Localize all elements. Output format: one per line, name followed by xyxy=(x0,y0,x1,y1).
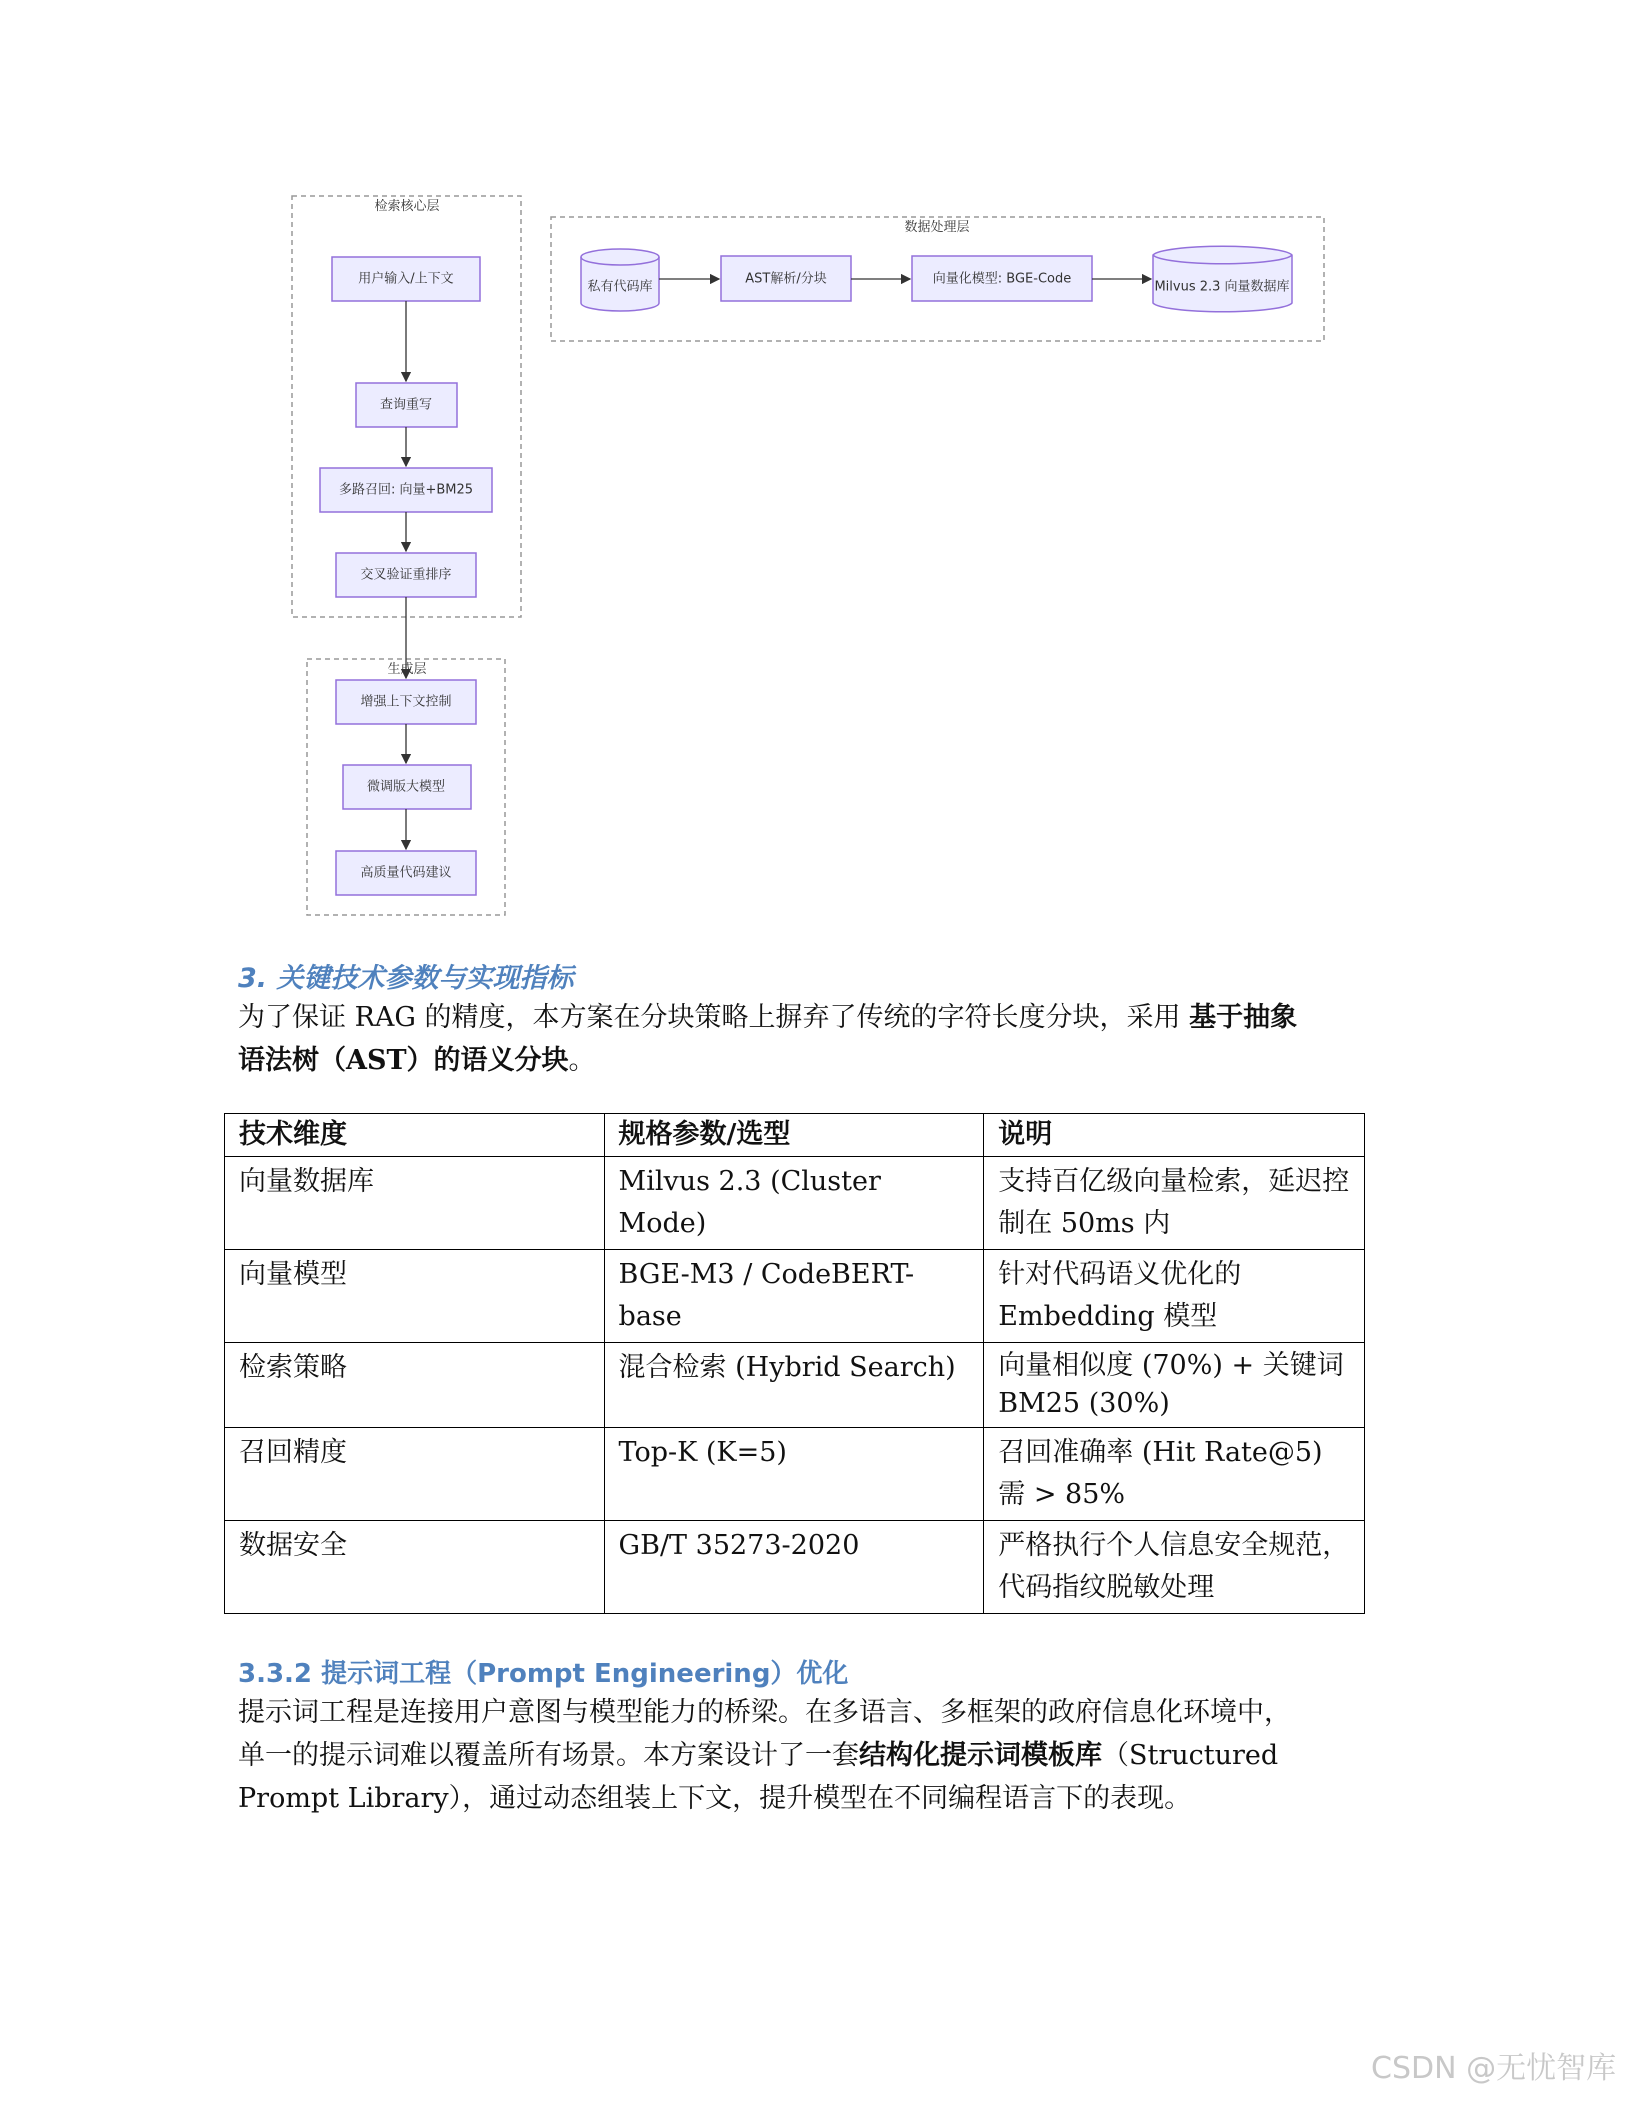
node-label: 向量化模型: BGE-Code xyxy=(932,271,1072,287)
table-header: 技术维度 xyxy=(225,1114,605,1157)
paragraph-text: Prompt Library），通过动态组装上下文，提升模型在不同编程语言下的表现。 xyxy=(238,1783,1192,1814)
subsection-heading: 3.3.2 提示词工程（Prompt Engineering）优化 xyxy=(238,1659,849,1689)
paragraph-bold: 语法树（AST）的语义分块 xyxy=(238,1045,569,1076)
node-label: 查询重写 xyxy=(379,397,433,413)
section-paragraph xyxy=(238,996,1297,1082)
node-label: 高质量代码建议 xyxy=(360,865,452,881)
table-header: 说明 xyxy=(984,1114,1365,1157)
node-milvus-db xyxy=(1153,246,1292,312)
data-processing-group xyxy=(551,217,1324,341)
table-cell: 数据安全 xyxy=(225,1521,605,1614)
paragraph-text: （Structured xyxy=(1102,1740,1279,1771)
table-row xyxy=(225,1428,1365,1521)
table-cell: BGE-M3 / CodeBERT-base xyxy=(604,1250,984,1343)
table-cell: 召回精度 xyxy=(225,1428,605,1521)
table-cell: Milvus 2.3 (Cluster Mode) xyxy=(604,1157,984,1250)
table-cell: 检索策略 xyxy=(225,1343,605,1428)
node-private-code-repo xyxy=(581,249,659,311)
paragraph-text: 。 xyxy=(568,1045,596,1076)
node-label: Milvus 2.3 向量数据库 xyxy=(1154,279,1290,295)
node-label: 增强上下文控制 xyxy=(360,694,452,710)
tech-params-table xyxy=(224,1113,1365,1614)
node-label: 私有代码库 xyxy=(587,279,653,295)
paragraph-bold: 基于抽象 xyxy=(1189,1002,1298,1033)
table-header-row xyxy=(225,1114,1365,1157)
table-cell: 向量模型 xyxy=(225,1250,605,1343)
section-heading: 3. 关键技术参数与实现指标 xyxy=(238,963,574,994)
table-cell: 严格执行个人信息安全规范，代码指纹脱敏处理 xyxy=(984,1521,1365,1614)
table-cell: GB/T 35273-2020 xyxy=(604,1521,984,1614)
table-cell: 混合检索 (Hybrid Search) xyxy=(604,1343,984,1428)
group-title: 生成层 xyxy=(387,662,427,677)
subsection-paragraph xyxy=(238,1691,1291,1820)
group-title: 检索核心层 xyxy=(374,199,440,214)
table-cell: 支持百亿级向量检索，延迟控制在 50ms 内 xyxy=(984,1157,1365,1250)
node-label: 交叉验证重排序 xyxy=(360,567,452,583)
table-row xyxy=(225,1521,1365,1614)
table-cell: Top-K (K=5) xyxy=(604,1428,984,1521)
node-label: 微调版大模型 xyxy=(366,779,446,795)
table-cell: 向量相似度 (70%) + 关键词 BM25 (30%) xyxy=(984,1343,1365,1428)
paragraph-text: 提示词工程是连接用户意图与模型能力的桥梁。在多语言、多框架的政府信息化环境中， xyxy=(238,1697,1291,1728)
retrieval-core-group xyxy=(292,196,521,617)
paragraph-text: 单一的提示词难以覆盖所有场景。本方案设计了一套 xyxy=(238,1740,859,1771)
node-label: 多路召回: 向量+BM25 xyxy=(338,482,474,498)
table-header: 规格参数/选型 xyxy=(604,1114,984,1157)
table-cell: 召回准确率 (Hit Rate@5) 需 > 85% xyxy=(984,1428,1365,1521)
node-label: 用户输入/上下文 xyxy=(358,271,454,287)
watermark: CSDN @无忧智库 xyxy=(1371,2051,1617,2086)
paragraph-bold: 结构化提示词模板库 xyxy=(859,1740,1102,1771)
group-title: 数据处理层 xyxy=(904,220,970,235)
paragraph-text: 为了保证 RAG 的精度，本方案在分块策略上摒弃了传统的字符长度分块，采用 xyxy=(238,1002,1190,1033)
architecture-flowchart xyxy=(0,0,1632,960)
table-row xyxy=(225,1343,1365,1428)
node-label: AST解析/分块 xyxy=(745,271,827,287)
table-cell: 向量数据库 xyxy=(225,1157,605,1250)
generation-group xyxy=(307,659,505,915)
table-cell: 针对代码语义优化的 Embedding 模型 xyxy=(984,1250,1365,1343)
table-row xyxy=(225,1157,1365,1250)
table-row xyxy=(225,1250,1365,1343)
